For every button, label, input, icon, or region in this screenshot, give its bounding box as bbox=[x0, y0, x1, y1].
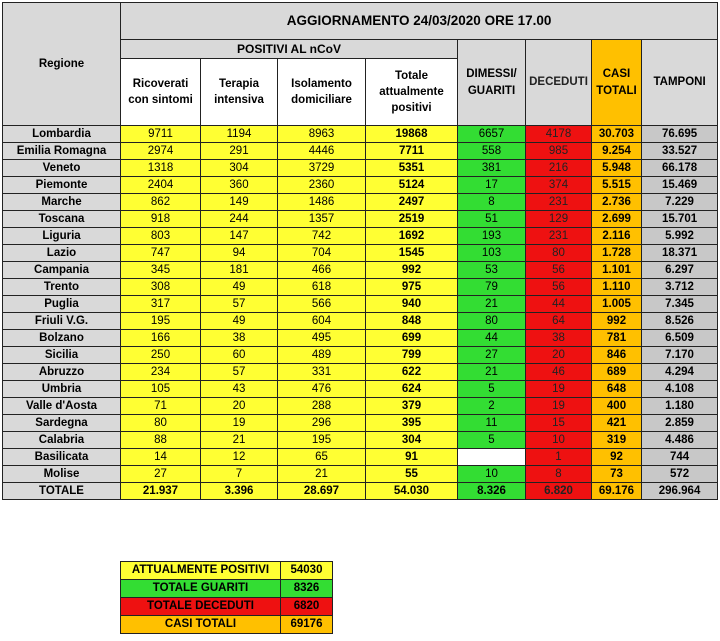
summary-row bbox=[121, 616, 333, 634]
deceduti-cell: 56 bbox=[526, 262, 592, 279]
covid-data-table bbox=[2, 2, 718, 500]
region-cell: Trento bbox=[3, 279, 121, 296]
terapia-cell: 43 bbox=[201, 381, 278, 398]
isolamento-cell: 618 bbox=[278, 279, 366, 296]
ricoverati-cell: 2974 bbox=[121, 143, 201, 160]
isolamento-cell: 1486 bbox=[278, 194, 366, 211]
isolamento-cell: 1357 bbox=[278, 211, 366, 228]
terapia-cell: 57 bbox=[201, 296, 278, 313]
deceduti-cell: 374 bbox=[526, 177, 592, 194]
casi-totali-cell: 781 bbox=[592, 330, 642, 347]
totale-positivi-cell: 5351 bbox=[366, 160, 458, 177]
guariti-cell: 79 bbox=[458, 279, 526, 296]
table-title: AGGIORNAMENTO 24/03/2020 ORE 17.00 bbox=[121, 3, 718, 40]
ricoverati-cell: 2404 bbox=[121, 177, 201, 194]
table-row bbox=[3, 211, 718, 228]
casi-totali-cell: 69.176 bbox=[592, 483, 642, 500]
ricoverati-cell: 71 bbox=[121, 398, 201, 415]
casi-totali-cell: 2.116 bbox=[592, 228, 642, 245]
isolamento-cell: 28.697 bbox=[278, 483, 366, 500]
terapia-cell: 147 bbox=[201, 228, 278, 245]
totale-positivi-cell: 2497 bbox=[366, 194, 458, 211]
summary-label: ATTUALMENTE POSITIVI bbox=[121, 562, 281, 580]
tamponi-cell: 744 bbox=[642, 449, 718, 466]
guariti-cell: 558 bbox=[458, 143, 526, 160]
table-row bbox=[3, 449, 718, 466]
totale-positivi-cell: 7711 bbox=[366, 143, 458, 160]
region-cell: Umbria bbox=[3, 381, 121, 398]
terapia-cell: 60 bbox=[201, 347, 278, 364]
deceduti-cell: 216 bbox=[526, 160, 592, 177]
deceduti-cell: 44 bbox=[526, 296, 592, 313]
terapia-cell: 21 bbox=[201, 432, 278, 449]
guariti-cell: 21 bbox=[458, 296, 526, 313]
table-row bbox=[3, 296, 718, 313]
ricoverati-cell: 27 bbox=[121, 466, 201, 483]
ricoverati-cell: 308 bbox=[121, 279, 201, 296]
tamponi-cell: 6.297 bbox=[642, 262, 718, 279]
table-row bbox=[3, 143, 718, 160]
tamponi-cell: 1.180 bbox=[642, 398, 718, 415]
totale-positivi-cell: 1545 bbox=[366, 245, 458, 262]
totale-positivi-cell: 2519 bbox=[366, 211, 458, 228]
terapia-cell: 94 bbox=[201, 245, 278, 262]
ricoverati-cell: 166 bbox=[121, 330, 201, 347]
casi-totali-cell: 1.728 bbox=[592, 245, 642, 262]
deceduti-cell: 231 bbox=[526, 194, 592, 211]
isolamento-cell: 8963 bbox=[278, 126, 366, 143]
isolamento-cell: 476 bbox=[278, 381, 366, 398]
summary-value: 6820 bbox=[281, 598, 333, 616]
isolamento-cell: 296 bbox=[278, 415, 366, 432]
isolamento-cell: 604 bbox=[278, 313, 366, 330]
isolamento-cell: 65 bbox=[278, 449, 366, 466]
ricoverati-cell: 88 bbox=[121, 432, 201, 449]
isolamento-cell: 466 bbox=[278, 262, 366, 279]
table-row bbox=[3, 364, 718, 381]
deceduti-cell: 56 bbox=[526, 279, 592, 296]
terapia-cell: 3.396 bbox=[201, 483, 278, 500]
ricoverati-cell: 195 bbox=[121, 313, 201, 330]
deceduti-cell: 15 bbox=[526, 415, 592, 432]
guariti-cell: 53 bbox=[458, 262, 526, 279]
tamponi-cell: 8.526 bbox=[642, 313, 718, 330]
terapia-cell: 149 bbox=[201, 194, 278, 211]
casi-totali-cell: 92 bbox=[592, 449, 642, 466]
region-cell: Abruzzo bbox=[3, 364, 121, 381]
totale-positivi-cell: 91 bbox=[366, 449, 458, 466]
region-cell: Liguria bbox=[3, 228, 121, 245]
terapia-cell: 19 bbox=[201, 415, 278, 432]
table-row bbox=[3, 126, 718, 143]
ricoverati-cell: 862 bbox=[121, 194, 201, 211]
terapia-cell: 181 bbox=[201, 262, 278, 279]
header-ricoverati: Ricoverati con sintomi bbox=[121, 59, 201, 126]
guariti-cell: 103 bbox=[458, 245, 526, 262]
totale-positivi-cell: 1692 bbox=[366, 228, 458, 245]
ricoverati-cell: 9711 bbox=[121, 126, 201, 143]
header-terapia: Terapia intensiva bbox=[201, 59, 278, 126]
ricoverati-cell: 80 bbox=[121, 415, 201, 432]
summary-row bbox=[121, 562, 333, 580]
casi-totali-cell: 30.703 bbox=[592, 126, 642, 143]
table-row bbox=[3, 262, 718, 279]
deceduti-cell: 19 bbox=[526, 398, 592, 415]
casi-totali-cell: 992 bbox=[592, 313, 642, 330]
terapia-cell: 38 bbox=[201, 330, 278, 347]
header-casi: CASI TOTALI bbox=[592, 40, 642, 126]
ricoverati-cell: 803 bbox=[121, 228, 201, 245]
header-region: Regione bbox=[3, 3, 121, 126]
tamponi-cell: 7.229 bbox=[642, 194, 718, 211]
casi-totali-cell: 400 bbox=[592, 398, 642, 415]
region-cell: Sicilia bbox=[3, 347, 121, 364]
summary-value: 8326 bbox=[281, 580, 333, 598]
region-cell: Sardegna bbox=[3, 415, 121, 432]
header-dimessi: DIMESSI/ GUARITI bbox=[458, 40, 526, 126]
totals-row bbox=[3, 483, 718, 500]
region-cell: TOTALE bbox=[3, 483, 121, 500]
deceduti-cell: 80 bbox=[526, 245, 592, 262]
table-row bbox=[3, 245, 718, 262]
table-row bbox=[3, 347, 718, 364]
table-row bbox=[3, 381, 718, 398]
tamponi-cell: 2.859 bbox=[642, 415, 718, 432]
totale-positivi-cell: 992 bbox=[366, 262, 458, 279]
guariti-cell: 381 bbox=[458, 160, 526, 177]
terapia-cell: 20 bbox=[201, 398, 278, 415]
tamponi-cell: 296.964 bbox=[642, 483, 718, 500]
region-cell: Valle d'Aosta bbox=[3, 398, 121, 415]
deceduti-cell: 19 bbox=[526, 381, 592, 398]
totale-positivi-cell: 975 bbox=[366, 279, 458, 296]
summary-row bbox=[121, 580, 333, 598]
totale-positivi-cell: 395 bbox=[366, 415, 458, 432]
tamponi-cell: 7.345 bbox=[642, 296, 718, 313]
isolamento-cell: 742 bbox=[278, 228, 366, 245]
table-row bbox=[3, 279, 718, 296]
deceduti-cell: 231 bbox=[526, 228, 592, 245]
terapia-cell: 360 bbox=[201, 177, 278, 194]
guariti-cell: 11 bbox=[458, 415, 526, 432]
ricoverati-cell: 14 bbox=[121, 449, 201, 466]
isolamento-cell: 495 bbox=[278, 330, 366, 347]
header-tamponi: TAMPONI bbox=[642, 40, 718, 126]
guariti-cell: 5 bbox=[458, 432, 526, 449]
summary-label: CASI TOTALI bbox=[121, 616, 281, 634]
tamponi-cell: 15.701 bbox=[642, 211, 718, 228]
casi-totali-cell: 421 bbox=[592, 415, 642, 432]
isolamento-cell: 288 bbox=[278, 398, 366, 415]
region-cell: Puglia bbox=[3, 296, 121, 313]
ricoverati-cell: 250 bbox=[121, 347, 201, 364]
ricoverati-cell: 234 bbox=[121, 364, 201, 381]
isolamento-cell: 566 bbox=[278, 296, 366, 313]
guariti-cell: 21 bbox=[458, 364, 526, 381]
terapia-cell: 49 bbox=[201, 279, 278, 296]
totale-positivi-cell: 5124 bbox=[366, 177, 458, 194]
ricoverati-cell: 345 bbox=[121, 262, 201, 279]
table-row bbox=[3, 177, 718, 194]
table-row bbox=[3, 432, 718, 449]
region-cell: Campania bbox=[3, 262, 121, 279]
tamponi-cell: 4.294 bbox=[642, 364, 718, 381]
terapia-cell: 244 bbox=[201, 211, 278, 228]
deceduti-cell: 1 bbox=[526, 449, 592, 466]
tamponi-cell: 572 bbox=[642, 466, 718, 483]
region-cell: Lazio bbox=[3, 245, 121, 262]
region-cell: Toscana bbox=[3, 211, 121, 228]
region-cell: Lombardia bbox=[3, 126, 121, 143]
totale-positivi-cell: 940 bbox=[366, 296, 458, 313]
totale-positivi-cell: 799 bbox=[366, 347, 458, 364]
totale-positivi-cell: 54.030 bbox=[366, 483, 458, 500]
deceduti-cell: 46 bbox=[526, 364, 592, 381]
terapia-cell: 49 bbox=[201, 313, 278, 330]
ricoverati-cell: 918 bbox=[121, 211, 201, 228]
casi-totali-cell: 5.515 bbox=[592, 177, 642, 194]
casi-totali-cell: 689 bbox=[592, 364, 642, 381]
casi-totali-cell: 846 bbox=[592, 347, 642, 364]
totale-positivi-cell: 699 bbox=[366, 330, 458, 347]
ricoverati-cell: 317 bbox=[121, 296, 201, 313]
casi-totali-cell: 2.699 bbox=[592, 211, 642, 228]
casi-totali-cell: 319 bbox=[592, 432, 642, 449]
tamponi-cell: 18.371 bbox=[642, 245, 718, 262]
header-deceduti: DECEDUTI bbox=[526, 40, 592, 126]
casi-totali-cell: 73 bbox=[592, 466, 642, 483]
deceduti-cell: 4178 bbox=[526, 126, 592, 143]
guariti-cell: 27 bbox=[458, 347, 526, 364]
totale-positivi-cell: 19868 bbox=[366, 126, 458, 143]
terapia-cell: 291 bbox=[201, 143, 278, 160]
totale-positivi-cell: 379 bbox=[366, 398, 458, 415]
table-row bbox=[3, 160, 718, 177]
guariti-cell: 6657 bbox=[458, 126, 526, 143]
tamponi-cell: 7.170 bbox=[642, 347, 718, 364]
deceduti-cell: 8 bbox=[526, 466, 592, 483]
header-totale-positivi: Totale attualmente positivi bbox=[366, 59, 458, 126]
deceduti-cell: 6.820 bbox=[526, 483, 592, 500]
summary-table bbox=[120, 561, 333, 634]
casi-totali-cell: 648 bbox=[592, 381, 642, 398]
deceduti-cell: 10 bbox=[526, 432, 592, 449]
guariti-cell: 80 bbox=[458, 313, 526, 330]
tamponi-cell: 15.469 bbox=[642, 177, 718, 194]
tamponi-cell: 3.712 bbox=[642, 279, 718, 296]
guariti-cell: 8.326 bbox=[458, 483, 526, 500]
isolamento-cell: 195 bbox=[278, 432, 366, 449]
casi-totali-cell: 5.948 bbox=[592, 160, 642, 177]
isolamento-cell: 3729 bbox=[278, 160, 366, 177]
casi-totali-cell: 2.736 bbox=[592, 194, 642, 211]
region-cell: Basilicata bbox=[3, 449, 121, 466]
ricoverati-cell: 747 bbox=[121, 245, 201, 262]
tamponi-cell: 4.486 bbox=[642, 432, 718, 449]
table-row bbox=[3, 313, 718, 330]
isolamento-cell: 2360 bbox=[278, 177, 366, 194]
totale-positivi-cell: 304 bbox=[366, 432, 458, 449]
guariti-cell: 10 bbox=[458, 466, 526, 483]
guariti-cell: 51 bbox=[458, 211, 526, 228]
terapia-cell: 57 bbox=[201, 364, 278, 381]
table-row bbox=[3, 466, 718, 483]
tamponi-cell: 76.695 bbox=[642, 126, 718, 143]
ricoverati-cell: 1318 bbox=[121, 160, 201, 177]
totale-positivi-cell: 624 bbox=[366, 381, 458, 398]
ricoverati-cell: 105 bbox=[121, 381, 201, 398]
region-cell: Bolzano bbox=[3, 330, 121, 347]
guariti-cell: 8 bbox=[458, 194, 526, 211]
deceduti-cell: 38 bbox=[526, 330, 592, 347]
deceduti-cell: 129 bbox=[526, 211, 592, 228]
table-row bbox=[3, 415, 718, 432]
summary-row bbox=[121, 598, 333, 616]
casi-totali-cell: 9.254 bbox=[592, 143, 642, 160]
tamponi-cell: 33.527 bbox=[642, 143, 718, 160]
casi-totali-cell: 1.110 bbox=[592, 279, 642, 296]
isolamento-cell: 4446 bbox=[278, 143, 366, 160]
region-cell: Molise bbox=[3, 466, 121, 483]
terapia-cell: 12 bbox=[201, 449, 278, 466]
guariti-cell bbox=[458, 449, 526, 466]
table-row bbox=[3, 194, 718, 211]
table-body bbox=[3, 126, 718, 500]
guariti-cell: 17 bbox=[458, 177, 526, 194]
region-cell: Calabria bbox=[3, 432, 121, 449]
table-row bbox=[3, 228, 718, 245]
isolamento-cell: 489 bbox=[278, 347, 366, 364]
terapia-cell: 1194 bbox=[201, 126, 278, 143]
deceduti-cell: 985 bbox=[526, 143, 592, 160]
region-cell: Marche bbox=[3, 194, 121, 211]
isolamento-cell: 331 bbox=[278, 364, 366, 381]
casi-totali-cell: 1.101 bbox=[592, 262, 642, 279]
tamponi-cell: 4.108 bbox=[642, 381, 718, 398]
region-cell: Emilia Romagna bbox=[3, 143, 121, 160]
totale-positivi-cell: 55 bbox=[366, 466, 458, 483]
header-positivi: POSITIVI AL nCoV bbox=[121, 40, 458, 59]
table-row bbox=[3, 330, 718, 347]
terapia-cell: 7 bbox=[201, 466, 278, 483]
casi-totali-cell: 1.005 bbox=[592, 296, 642, 313]
summary-value: 69176 bbox=[281, 616, 333, 634]
isolamento-cell: 704 bbox=[278, 245, 366, 262]
summary-label: TOTALE DECEDUTI bbox=[121, 598, 281, 616]
summary-label: TOTALE GUARITI bbox=[121, 580, 281, 598]
totale-positivi-cell: 622 bbox=[366, 364, 458, 381]
region-cell: Veneto bbox=[3, 160, 121, 177]
guariti-cell: 2 bbox=[458, 398, 526, 415]
guariti-cell: 193 bbox=[458, 228, 526, 245]
table-row bbox=[3, 398, 718, 415]
isolamento-cell: 21 bbox=[278, 466, 366, 483]
deceduti-cell: 20 bbox=[526, 347, 592, 364]
ricoverati-cell: 21.937 bbox=[121, 483, 201, 500]
guariti-cell: 5 bbox=[458, 381, 526, 398]
tamponi-cell: 6.509 bbox=[642, 330, 718, 347]
totale-positivi-cell: 848 bbox=[366, 313, 458, 330]
region-cell: Friuli V.G. bbox=[3, 313, 121, 330]
summary-value: 54030 bbox=[281, 562, 333, 580]
region-cell: Piemonte bbox=[3, 177, 121, 194]
deceduti-cell: 64 bbox=[526, 313, 592, 330]
guariti-cell: 44 bbox=[458, 330, 526, 347]
tamponi-cell: 5.992 bbox=[642, 228, 718, 245]
header-isolamento: Isolamento domiciliare bbox=[278, 59, 366, 126]
terapia-cell: 304 bbox=[201, 160, 278, 177]
tamponi-cell: 66.178 bbox=[642, 160, 718, 177]
